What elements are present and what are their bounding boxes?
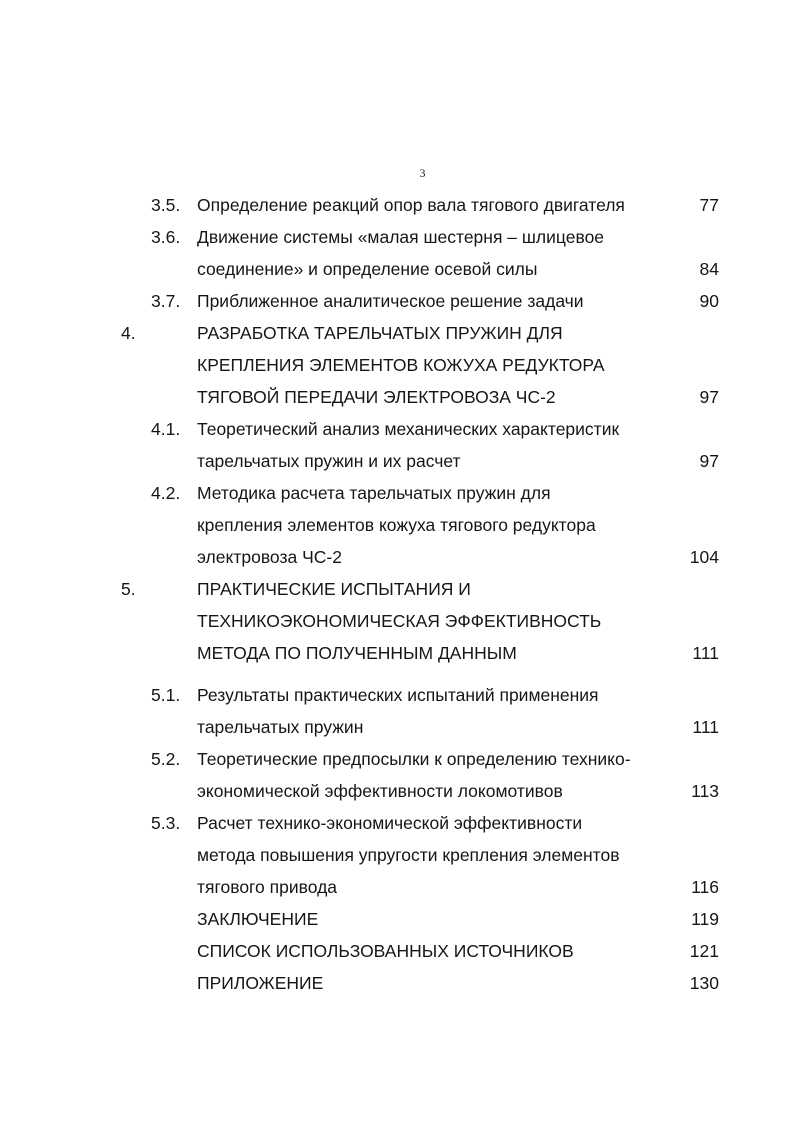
toc-entry <box>0 807 793 903</box>
toc-entry <box>0 221 793 285</box>
toc-entry-title <box>197 317 667 413</box>
toc-entry-number: 3.6. <box>151 227 181 247</box>
toc-entry-title-line: соединение» и определение осевой силы <box>197 259 538 279</box>
toc-entry-title-line: ПРАКТИЧЕСКИЕ ИСПЫТАНИЯ И <box>197 579 471 599</box>
toc-entry-page: 97 <box>699 451 719 471</box>
toc-entry-page: 84 <box>699 259 719 279</box>
toc-entry-title-line: Результаты практических испытаний применения <box>197 685 599 705</box>
toc-entry-title <box>197 935 667 967</box>
toc-entry-title-line: СПИСОК ИСПОЛЬЗОВАННЫХ ИСТОЧНИКОВ <box>197 941 574 961</box>
toc-entry-title-line: Движение системы «малая шестерня – шлицевое <box>197 227 605 247</box>
toc-entry-title <box>197 679 667 743</box>
toc-entry <box>0 189 793 221</box>
toc-entry-title-line: МЕТОДА ПО ПОЛУЧЕННЫМ ДАННЫМ <box>197 643 517 663</box>
toc-entry-title <box>197 807 667 903</box>
toc-entry-title-line: ТЕХНИКОЭКОНОМИЧЕСКАЯ ЭФФЕКТИВНОСТЬ <box>197 611 602 631</box>
toc-entry <box>0 903 793 935</box>
toc-entry-title <box>197 477 667 573</box>
toc-entry-title-line: РАЗРАБОТКА ТАРЕЛЬЧАТЫХ ПРУЖИН ДЛЯ <box>197 323 563 343</box>
toc-entry-page: 121 <box>689 941 719 961</box>
toc-entry-title-line: ЗАКЛЮЧЕНИЕ <box>197 909 319 929</box>
toc-entry-title-line: Определение реакций опор вала тягового двигателя <box>197 195 625 215</box>
toc-entry <box>0 477 793 573</box>
toc-entry <box>0 967 793 999</box>
toc-entry-title <box>197 413 667 477</box>
toc-entry-page: 111 <box>692 717 719 737</box>
toc-entry-title <box>197 221 667 285</box>
toc-entry-title-line: Расчет технико-экономической эффективности <box>197 813 583 833</box>
toc-entry-title <box>197 285 667 317</box>
spacer <box>0 669 793 679</box>
toc-entry-page: 104 <box>689 547 719 567</box>
toc-entry-number: 5.1. <box>151 685 181 705</box>
toc-entry <box>0 573 793 669</box>
toc-entry-title-line: ПРИЛОЖЕНИЕ <box>197 973 324 993</box>
toc-entry-title <box>197 903 667 935</box>
toc-entry-number: 5.2. <box>151 749 181 769</box>
toc-entry-title <box>197 967 667 999</box>
toc-entry-number: 4.2. <box>151 483 181 503</box>
toc-entry-title-line: тягового привода <box>197 877 338 897</box>
toc-entry-page: 97 <box>699 387 719 407</box>
toc-entry-page: 77 <box>699 195 719 215</box>
toc-entry <box>0 317 793 413</box>
toc-entry-number: 3.5. <box>151 195 181 215</box>
toc-entry-title-line: Теоретические предпосылки к определению технико- <box>197 749 631 769</box>
toc-entry-title-line: тарельчатых пружин и их расчет <box>197 451 461 471</box>
toc-entry-title-line: метода повышения упругости крепления элементов <box>197 845 620 865</box>
toc-entry-page: 119 <box>691 909 719 929</box>
table-of-contents <box>0 189 793 999</box>
toc-entry-title-line: тарельчатых пружин <box>197 717 364 737</box>
toc-entry-title-line: электровоза ЧС-2 <box>197 547 342 567</box>
toc-entry-title <box>197 573 667 669</box>
toc-entry-number: 4.1. <box>151 419 181 439</box>
toc-entry <box>0 413 793 477</box>
toc-entry-page: 116 <box>691 877 719 897</box>
toc-entry-page: 113 <box>691 781 719 801</box>
toc-entry-title-line: крепления элементов кожуха тягового редуктора <box>197 515 596 535</box>
toc-entry-number: 4. <box>121 323 136 343</box>
toc-entry-title-line: ТЯГОВОЙ ПЕРЕДАЧИ ЭЛЕКТРОВОЗА ЧС-2 <box>197 387 556 407</box>
toc-entry-title <box>197 743 667 807</box>
toc-entry-number: 3.7. <box>151 291 181 311</box>
toc-entry-number: 5.3. <box>151 813 181 833</box>
toc-entry-title <box>197 189 667 221</box>
toc-entry <box>0 679 793 743</box>
toc-entry-title-line: Приближенное аналитическое решение задачи <box>197 291 584 311</box>
toc-entry-page: 130 <box>689 973 719 993</box>
toc-entry <box>0 285 793 317</box>
toc-entry-page: 90 <box>699 291 719 311</box>
toc-entry-number: 5. <box>121 579 136 599</box>
toc-entry-title-line: Методика расчета тарельчатых пружин для <box>197 483 551 503</box>
page-number: 3 <box>419 166 426 180</box>
toc-entry-page: 111 <box>692 643 719 663</box>
toc-entry-title-line: экономической эффективности локомотивов <box>197 781 563 801</box>
toc-entry <box>0 935 793 967</box>
toc-entry <box>0 743 793 807</box>
toc-entry-title-line: Теоретический анализ механических характеристик <box>197 419 620 439</box>
toc-entry-title-line: КРЕПЛЕНИЯ ЭЛЕМЕНТОВ КОЖУХА РЕДУКТОРА <box>197 355 605 375</box>
